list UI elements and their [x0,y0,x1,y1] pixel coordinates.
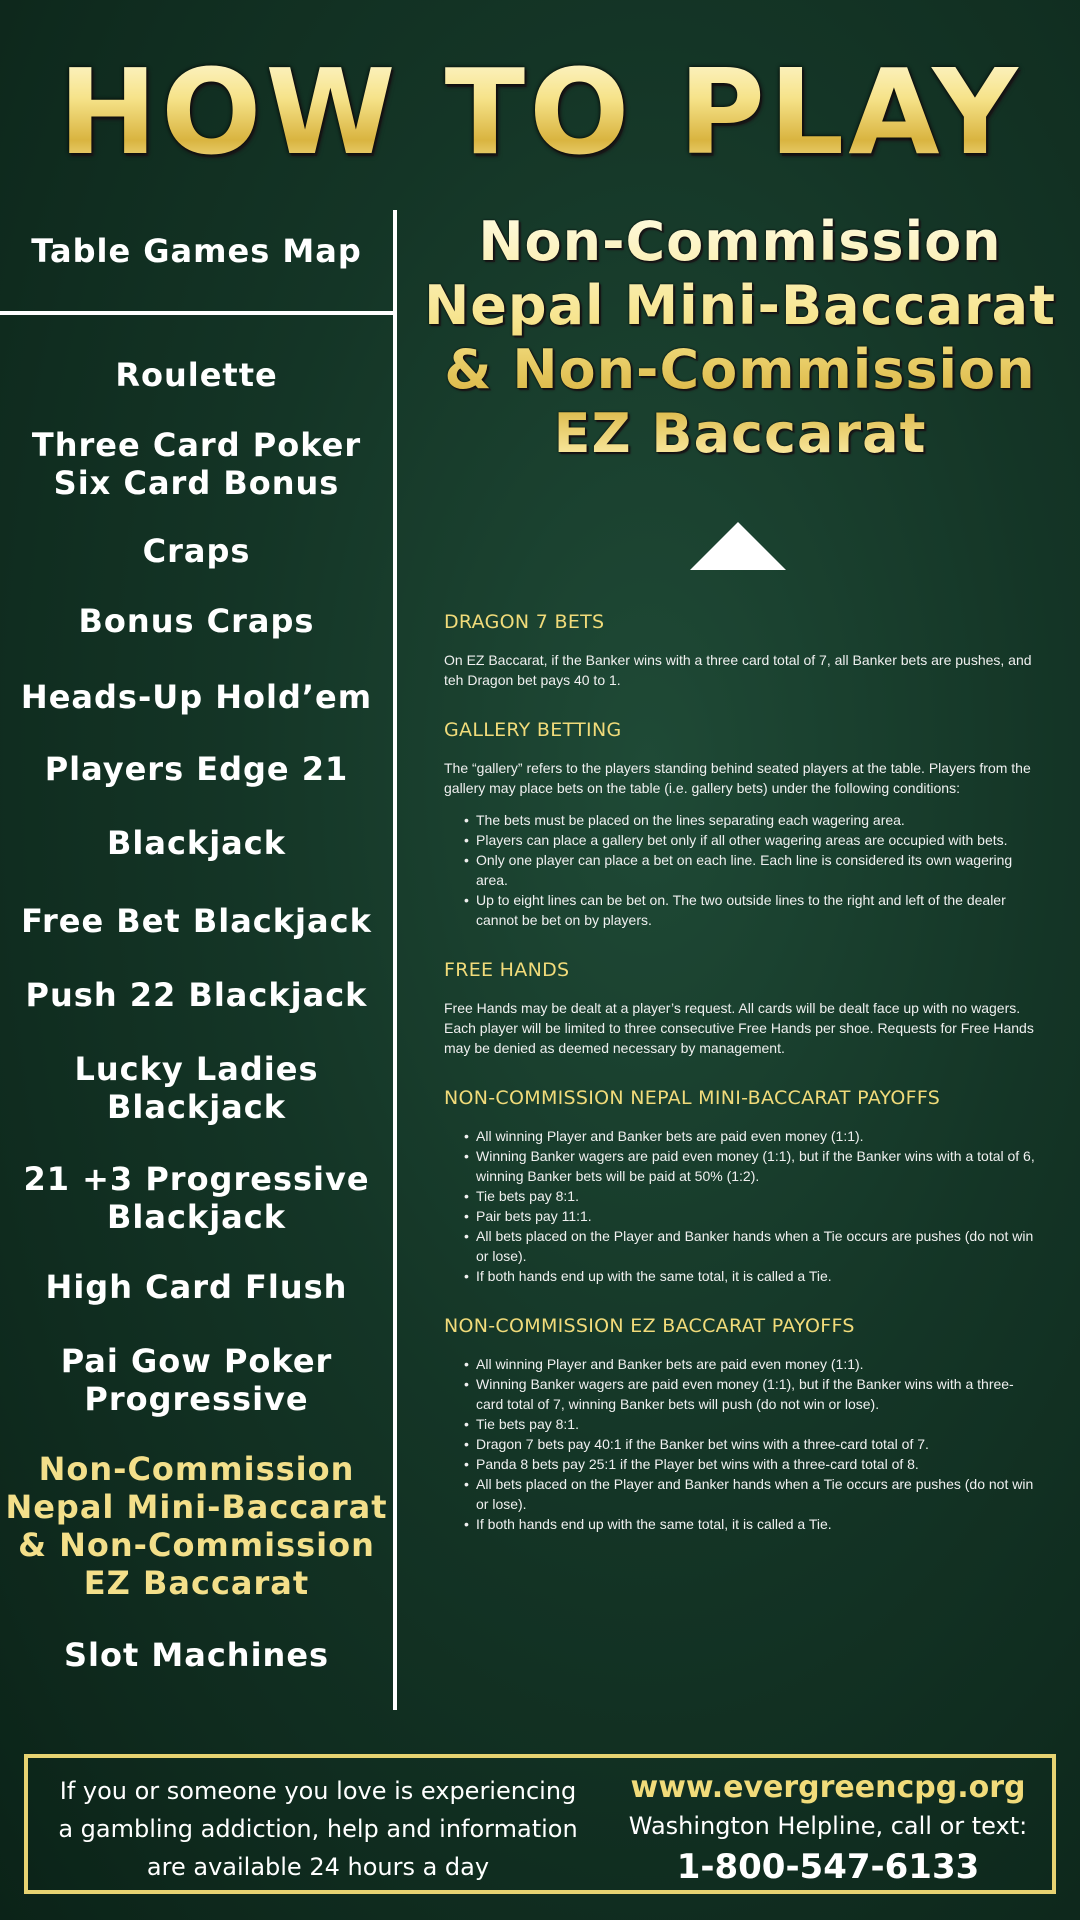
list-item: • Up to eight lines can be bet on. The two outside lines to the right and left of the dealer cannot be bet on by players. [464,890,1040,930]
rules-content [444,610,1040,1562]
nepal-payoffs-heading: NON-COMMISSION NEPAL MINI-BACCARAT PAYOFFS [444,1087,941,1109]
sidebar-item-baccarat[interactable]: Non-Commission Nepal Mini-Baccarat & Non-Commission EZ Baccarat [5,1450,388,1602]
helpline-footer [24,1754,1056,1894]
sidebar-item-craps[interactable]: Craps [142,532,251,570]
list-item: • All winning Player and Banker bets are paid even money (1:1). [464,1354,1040,1374]
ez-payoffs-list [464,1354,1040,1534]
list-item: • Players can place a gallery bet only if all other wagering areas are occupied with bets. [464,830,1040,850]
list-item: • Pair bets pay 11:1. [464,1206,1040,1226]
free-hands-text: Free Hands may be dealt at a player’s request. All cards will be dealt face up with no wagers. Each player will be limited to three consecutive Free Hands per shoe. Requests for Free Hands may be denied as deemed necessary by management. [444,1000,1034,1056]
page-title: HOW TO PLAY [0,42,1080,182]
list-item: • Tie bets pay 8:1. [464,1414,1040,1434]
helpline-label: Washington Helpline, call or text: [628,1812,1028,1840]
sidebar-item-21-plus-3-progressive[interactable]: 21 +3 Progressive Blackjack [23,1160,370,1236]
list-item: • Winning Banker wagers are paid even money (1:1), but if the Banker wins with a total of 6, winning Banker bets will be paid at 50% (1:2). [464,1146,1040,1186]
free-hands-heading: FREE HANDS [444,959,570,981]
gallery-betting-heading: GALLERY BETTING [444,719,622,741]
sidebar-item-free-bet-blackjack[interactable]: Free Bet Blackjack [21,902,372,940]
dragon-7-heading: DRAGON 7 BETS [444,611,605,633]
up-triangle-icon[interactable] [690,522,786,570]
nepal-payoffs-list [464,1126,1040,1286]
sidebar-item-push-22-blackjack[interactable]: Push 22 Blackjack [25,976,368,1014]
sidebar-item-high-card-flush[interactable]: High Card Flush [45,1268,348,1306]
sidebar-item-three-card-poker[interactable]: Three Card Poker Six Card Bonus [31,426,362,502]
sidebar-item-lucky-ladies-blackjack[interactable]: Lucky Ladies Blackjack [74,1050,319,1126]
vertical-divider [393,210,397,1710]
table-games-sidebar [0,210,393,1710]
helpline-url-link[interactable]: www.evergreencpg.org [630,1770,1026,1805]
list-item: • All bets placed on the Player and Banker hands when a Tie occurs are pushes (do not win or lose). [464,1474,1040,1514]
game-rules-panel [400,210,1080,1710]
gallery-betting-list [464,810,1040,930]
sidebar-item-blackjack[interactable]: Blackjack [106,824,286,862]
list-item: • Only one player can place a bet on each line. Each line is considered its own wagering area. [464,850,1040,890]
list-item: • Tie bets pay 8:1. [464,1186,1040,1206]
sidebar-item-pai-gow-poker[interactable]: Pai Gow Poker Progressive [60,1342,333,1418]
sidebar-item-players-edge-21[interactable]: Players Edge 21 [44,750,349,788]
helpline-contact [608,1768,1048,1890]
sidebar-item-roulette[interactable]: Roulette [115,356,278,394]
list-item: • Panda 8 bets pay 25:1 if the Player bet wins with a three-card total of 8. [464,1454,1040,1474]
list-item: • All bets placed on the Player and Banker hands when a Tie occurs are pushes (do not win or lose). [464,1226,1040,1266]
list-item: • If both hands end up with the same total, it is called a Tie. [464,1266,1040,1286]
game-title: Non-Commission Nepal Mini-Baccarat & Non-Commission EZ Baccarat [400,210,1080,466]
gallery-betting-text: The “gallery” refers to the players standing behind seated players at the table. Players from the gallery may place bets on the table (i.e. gallery bets) under the following conditions: [444,760,1031,796]
gambling-help-message: If you or someone you love is experiencing a gambling addiction, help and information are available 24 hours a day [58,1777,578,1881]
list-item: • If both hands end up with the same total, it is called a Tie. [464,1514,1040,1534]
sidebar-item-heads-up-holdem[interactable]: Heads-Up Hold’em [20,678,373,716]
ez-payoffs-heading: NON-COMMISSION EZ BACCARAT PAYOFFS [444,1315,855,1337]
sidebar-item-bonus-craps[interactable]: Bonus Craps [78,602,315,640]
list-item: • Dragon 7 bets pay 40:1 if the Banker bet wins with a three-card total of 7. [464,1434,1040,1454]
list-item: • The bets must be placed on the lines separating each wagering area. [464,810,1040,830]
helpline-phone-link[interactable]: 1-800-547-6133 [676,1847,980,1887]
list-item: • All winning Player and Banker bets are paid even money (1:1). [464,1126,1040,1146]
dragon-7-text: On EZ Baccarat, if the Banker wins with a three card total of 7, all Banker bets are pushes, and teh Dragon bet pays 40 to 1. [444,652,1032,688]
list-item: • Winning Banker wagers are paid even money (1:1), but if the Banker wins with a three-card total of 7, winning Banker bets will push (do not win or lose). [464,1374,1040,1414]
sidebar-item-slot-machines[interactable]: Slot Machines [63,1636,330,1674]
table-games-map-link[interactable]: Table Games Map [31,232,362,270]
